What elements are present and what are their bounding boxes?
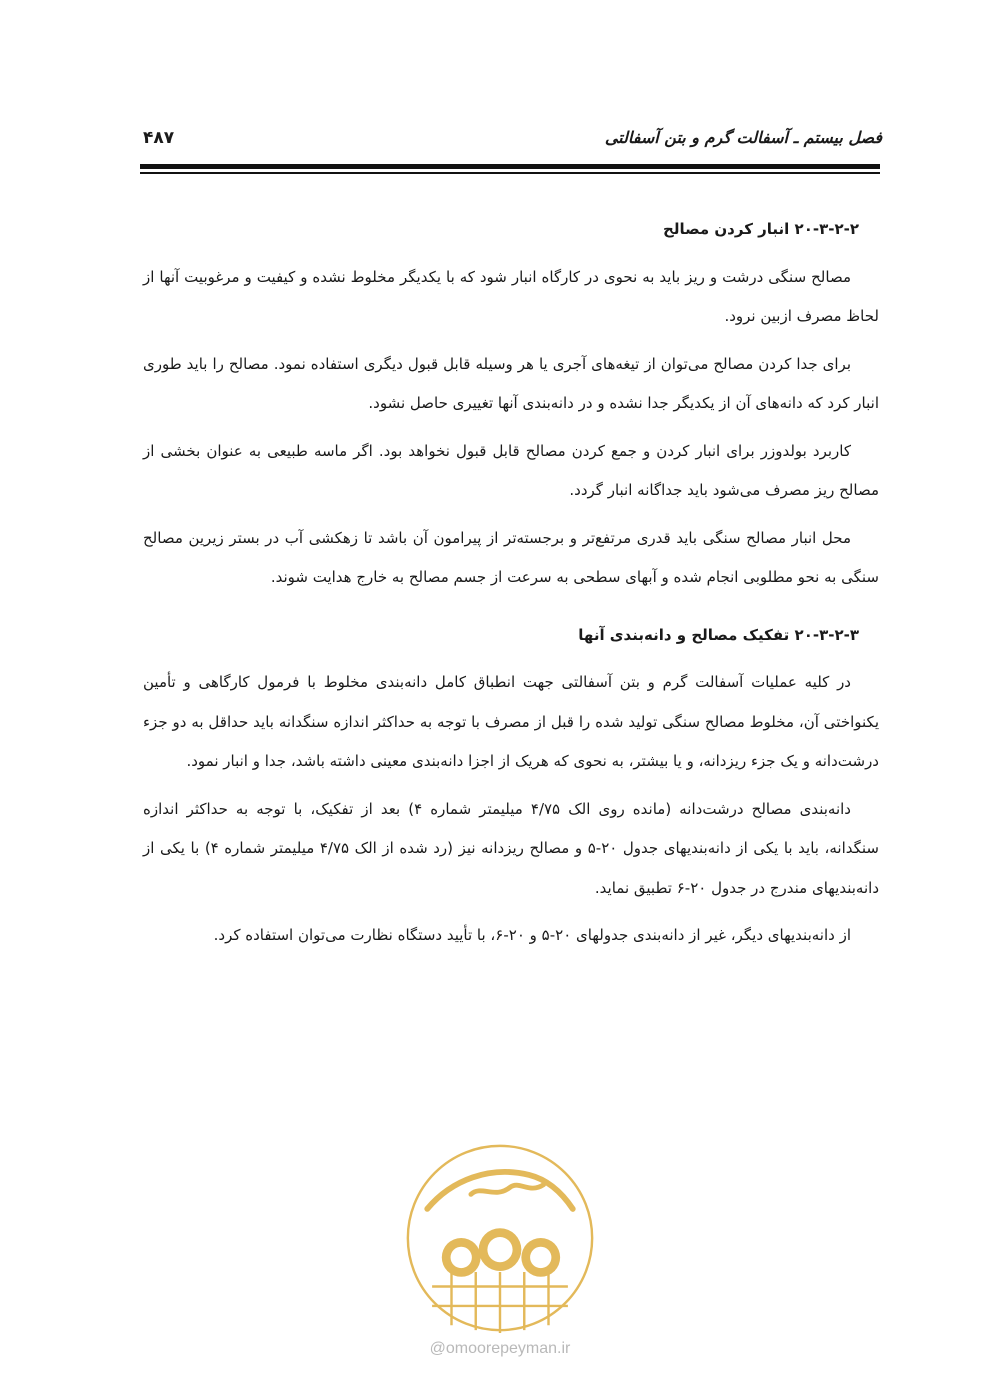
page-number: ۴۸۷ [143,128,175,148]
header-rule-thick [140,164,880,169]
watermark-url: @omoorepeyman.ir [429,1340,571,1357]
paragraph: در کلیه عملیات آسفالت گرم و بتن آسفالتی جهت انطباق کامل دانه‌بندی مخلوط با فرمول کارگاهی و تأمین یکنواختی آن، مخلوط مصالح سنگی تولید شده را قبل از مصرف با توجه به حداکثر اندازه سنگدانه باید حداقل به دو جزء درشت‌دانه و یک جزء ریزدانه، و یا بیشتر، به نحوی که هریک از اجزا دانه‌بندی معینی داشته باشد، جدا و انبار نمود. [143,673,879,770]
paragraph: برای جدا کردن مصالح می‌توان از تیغه‌های آجری یا هر وسیله قابل قبول دیگری استفاده نمود. مصالح را باید طوری انبار کرد که دانه‌های آن از یکدیگر جدا نشده و در دانه‌بندی آنها تغییری حاصل نشود. [143,354,879,412]
header-rule-thin [140,172,880,174]
section-heading: ۲۰-۳-۲-۲ انبار کردن مصالح [663,220,859,238]
paragraph: از دانه‌بندیهای دیگر، غیر از دانه‌بندی جدولهای ۲۰-۵ و ۲۰-۶، با تأیید دستگاه نظارت می‌توان استفاده کرد. [213,926,851,944]
paragraph: کاربرد بولدوزر برای انبار کردن و جمع کردن مصالح قابل قبول نخواهد بود. اگر ماسه طبیعی به عنوان بخشی از مصالح ریز مصرف می‌شود باید جداگانه انبار گردد. [143,441,879,499]
paragraph: مصالح سنگی درشت و ریز باید به نحوی در کارگاه انبار شود که با یکدیگر مخلوط نشده و کیفیت و مرغوبیت آنها از لحاظ مصرف ازبین نرود. [143,267,879,325]
section-heading: ۲۰-۳-۲-۳ تفکیک مصالح و دانه‌بندی آنها [578,625,859,644]
paragraph: محل انبار مصالح سنگی باید قدری مرتفع‌تر و برجسته‌تر از پیرامون آن باشد تا زهکشی آب در بستر زیرین مصالح سنگی به نحو مطلوبی انجام شده و آبهای سطحی به سرعت از جسم مصالح به خارج هدایت شوند. [143,528,879,586]
watermark-logo [403,1141,597,1335]
chapter-title: فصل بیستم ـ آسفالت گرم و بتن آسفالتی [604,128,882,147]
body-text [143,210,879,964]
paragraph: دانه‌بندی مصالح درشت‌دانه (مانده روی الک ۴/۷۵ میلیمتر شماره ۴) بعد از تفکیک، با توجه به حداکثر اندازه سنگدانه، باید با یکی از دانه‌بندیهای جدول ۲۰-۵ و مصالح ریزدانه نیز (رد شده از الک ۴/۷۵ میلیمتر شماره ۴) با یکی از دانه‌بندیهای مندرج در جدول ۲۰-۶ تطبیق نماید. [143,799,879,897]
